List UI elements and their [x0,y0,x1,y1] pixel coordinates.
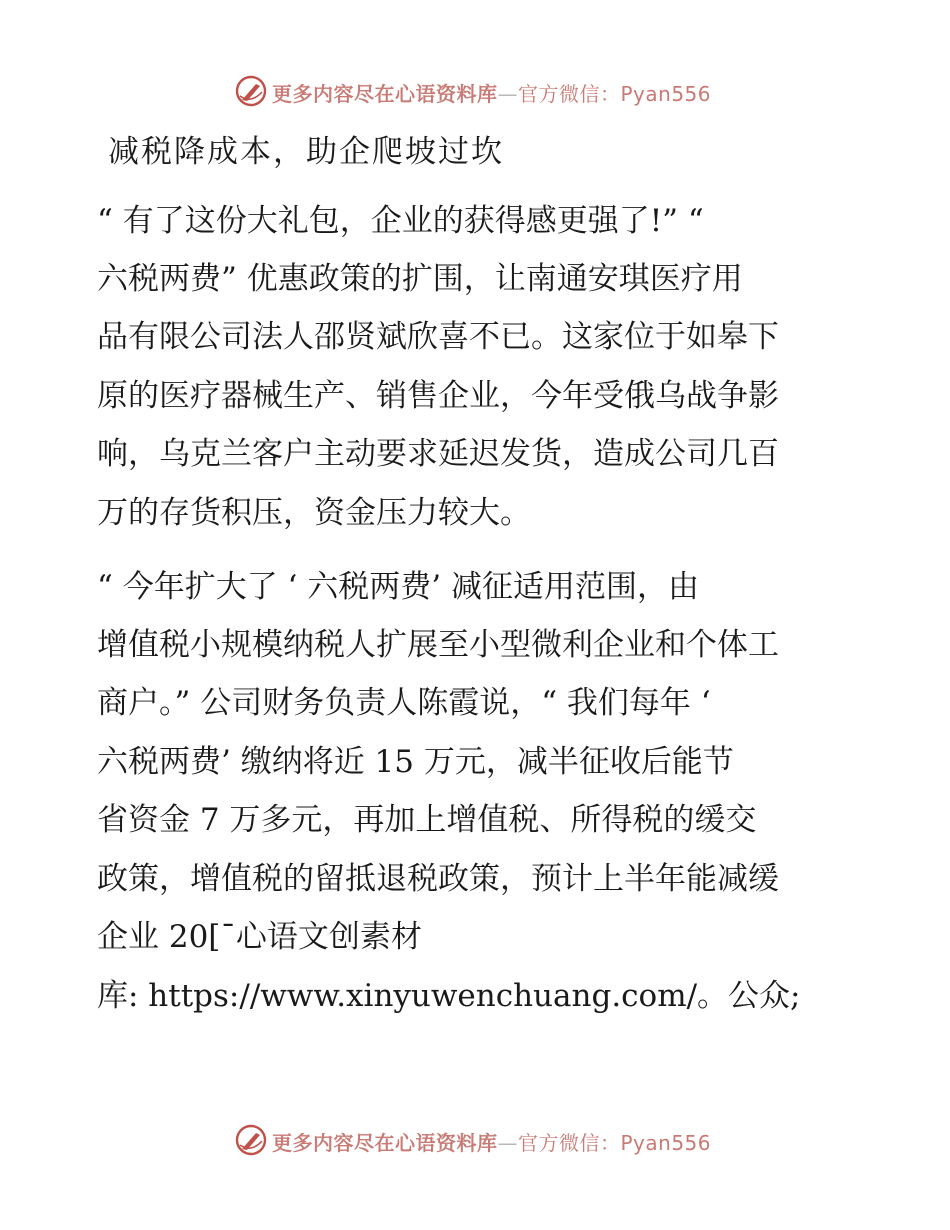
watermark-account: Pyan556 [620,82,712,106]
watermark-separator: — [497,82,518,106]
paragraph1-line: 六税两费” 优惠政策的扩围，让南通安琪医疗用 [97,261,743,297]
watermark-text [272,78,711,107]
paragraph1-line: 万的存货积压，资金压力较大。 [97,495,531,531]
watermark-text [272,1127,711,1156]
watermark-official: 官方微信： [518,1131,621,1155]
paragraph2-line: “ 今年扩大了 ‘ 六税两费’ 减征适用范围，由 [97,569,699,605]
watermark-brand: 更多内容尽在心语资料库 [272,1131,498,1155]
paragraph2-line: 六税两费’ 缴纳将近 15 万元，减半征收后能节 [97,744,734,780]
footer-watermark [0,1121,950,1161]
paragraph1-line: 原的医疗器械生产、销售企业，今年受俄乌战争影 [97,378,779,414]
watermark-official: 官方微信： [518,82,621,106]
header-watermark [0,72,950,112]
article-title: 减税降成本，助企爬坡过坎 [108,134,504,170]
paragraph2-line: 政策，增值税的留抵退税政策，预计上半年能减缓 [97,861,779,897]
paragraph2-line: 增值税小规模纳税人扩展至小型微利企业和个体工 [97,627,779,663]
paragraph1-line: “ 有了这份大礼包，企业的获得感更强了!” “ [97,203,704,239]
paragraph1-line: 响，乌克兰客户主动要求延迟发货，造成公司几百 [97,436,779,472]
paragraph2-line: 省资金 7 万多元，再加上增值税、所得税的缓交 [97,802,757,838]
pen-logo-icon [234,74,268,108]
watermark-separator: — [497,1131,518,1155]
watermark-account: Pyan556 [620,1131,712,1155]
paragraph2-line: 企业 20[¯心语文创素材 [97,919,422,955]
paragraph2-line: 库: https://www.xinyuwenchuang.com/。公众; [97,978,801,1014]
watermark-brand: 更多内容尽在心语资料库 [272,82,498,106]
paragraph1-line: 品有限公司法人邵贤斌欣喜不已。这家位于如皋下 [97,319,779,355]
pen-logo-icon [234,1123,268,1157]
paragraph2-line: 商户。” 公司财务负责人陈霞说，“ 我们每年 ‘ [97,685,711,721]
